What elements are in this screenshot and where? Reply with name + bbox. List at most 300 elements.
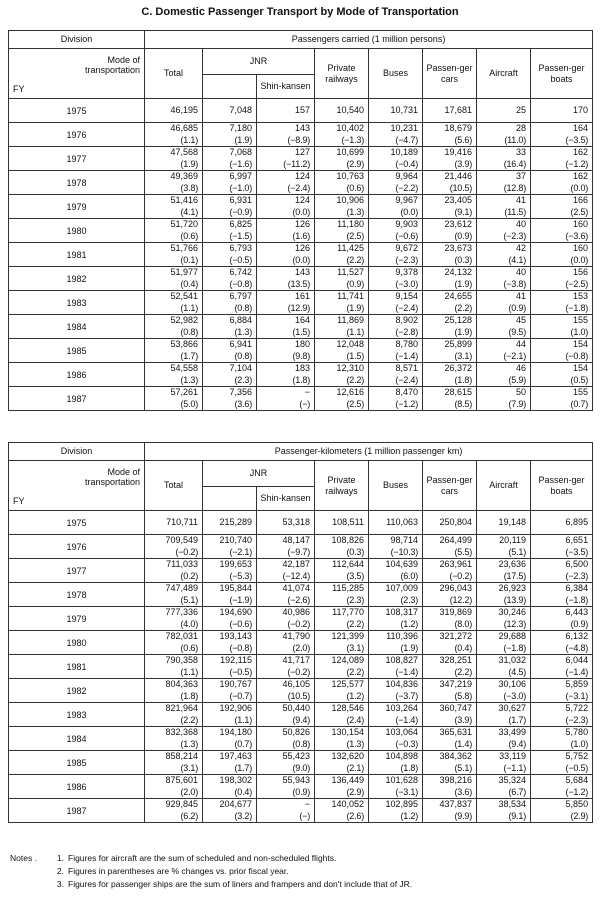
cell-value: 709,549 <box>165 535 198 545</box>
value-cell <box>203 751 257 775</box>
value-cell <box>369 583 423 607</box>
cell-value: 136,449 <box>331 775 364 785</box>
cell-value: − <box>304 799 310 809</box>
value-cell <box>145 147 203 171</box>
value-cell <box>477 607 531 631</box>
cell-change: (1.0) <box>570 326 589 337</box>
cell-value: 193,143 <box>219 631 252 641</box>
cell-change: (2.0) <box>180 786 198 797</box>
cell-value: 9,967 <box>395 195 418 205</box>
cell-value: 30,627 <box>498 703 526 713</box>
value-cell <box>369 99 423 123</box>
cell-change: (9.4) <box>508 738 526 749</box>
value-cell <box>145 559 203 583</box>
fy-cell: 1979 <box>9 195 145 219</box>
cell-change: (−12.4) <box>282 570 310 581</box>
value-cell <box>531 147 593 171</box>
cell-change: (4.5) <box>508 666 526 677</box>
cell-value: 108,511 <box>332 516 364 527</box>
col-total: Total <box>145 461 203 511</box>
value-cell <box>315 751 369 775</box>
cell-change: (1.8) <box>454 374 472 385</box>
value-cell <box>257 171 315 195</box>
cell-change: (−1.5) <box>229 230 252 241</box>
value-cell <box>315 535 369 559</box>
cell-change: (4.0) <box>180 618 198 629</box>
cell-value: 25 <box>515 104 526 115</box>
cell-change: (−0.5) <box>229 666 252 677</box>
cell-value: 11,180 <box>337 219 364 229</box>
cell-change: (2.2) <box>346 374 364 385</box>
cell-change: (−1.8) <box>565 302 589 313</box>
cell-change: (16.4) <box>503 158 526 169</box>
page-title: C. Domestic Passenger Transport by Mode of Transportation <box>141 6 459 18</box>
cell-value: 11,425 <box>337 243 364 253</box>
value-cell <box>315 703 369 727</box>
cell-change: (9.8) <box>292 350 310 361</box>
value-cell <box>369 363 423 387</box>
cell-value: 108,827 <box>385 655 418 665</box>
cell-change: (12.2) <box>449 594 472 605</box>
cell-change: (0.0) <box>570 182 589 193</box>
note-row-3 <box>10 878 590 891</box>
cell-value: 437,837 <box>439 799 472 809</box>
value-cell <box>203 291 257 315</box>
cell-value: 153 <box>573 291 589 301</box>
value-cell <box>203 99 257 123</box>
passenger-kilometers-table <box>8 442 593 823</box>
cell-value: 51,720 <box>170 219 198 229</box>
cell-value: 41,074 <box>282 583 310 593</box>
cell-value: 127 <box>294 147 310 157</box>
cell-value: 11,869 <box>337 315 364 325</box>
value-cell <box>203 679 257 703</box>
cell-value: 26,923 <box>498 583 526 593</box>
value-cell <box>477 219 531 243</box>
cell-change: (−1.4) <box>395 350 418 361</box>
cell-value: 192,906 <box>219 703 252 713</box>
cell-value: 103,264 <box>385 703 418 713</box>
cell-change: (1.2) <box>400 810 418 821</box>
value-cell <box>315 559 369 583</box>
value-cell <box>369 315 423 339</box>
fy-label: FY <box>13 495 25 506</box>
fy-cell: 1983 <box>9 703 145 727</box>
cell-change: (1.2) <box>400 618 418 629</box>
cell-value: 143 <box>294 123 310 133</box>
fy-cell: 1975 <box>9 99 145 123</box>
value-cell <box>369 535 423 559</box>
value-cell <box>315 315 369 339</box>
cell-change: (0.9) <box>346 278 364 289</box>
cell-value: 154 <box>573 339 589 349</box>
table-row <box>9 607 593 631</box>
value-cell <box>203 243 257 267</box>
cell-value: 98,714 <box>390 535 418 545</box>
value-cell <box>477 535 531 559</box>
value-cell <box>203 123 257 147</box>
value-cell <box>203 559 257 583</box>
value-cell <box>477 291 531 315</box>
value-cell <box>145 607 203 631</box>
value-cell <box>145 219 203 243</box>
cell-change: (2.2) <box>346 666 364 677</box>
value-cell <box>315 511 369 535</box>
value-cell <box>423 775 477 799</box>
cell-change: (−10.3) <box>390 546 418 557</box>
note-number: 3. <box>56 879 64 889</box>
cell-change: (−3.8) <box>503 278 526 289</box>
cell-value: 155 <box>573 315 589 325</box>
cell-value: 41,717 <box>282 655 310 665</box>
cell-change: (0.8) <box>292 738 310 749</box>
cell-change: (1.3) <box>346 738 364 749</box>
cell-value: 124 <box>294 171 310 181</box>
value-cell <box>203 339 257 363</box>
value-cell <box>257 583 315 607</box>
value-cell <box>423 339 477 363</box>
cell-change: (−3.1) <box>565 690 589 701</box>
fy-cell: 1975 <box>9 511 145 535</box>
cell-change: (0.8) <box>234 302 252 313</box>
cell-change: (1.9) <box>454 278 472 289</box>
cell-value: 155 <box>573 387 589 397</box>
value-cell <box>257 631 315 655</box>
cell-change: (3.6) <box>234 398 252 409</box>
value-cell <box>145 535 203 559</box>
value-cell <box>477 751 531 775</box>
note-row-2 <box>10 865 590 878</box>
cell-value: 5,850 <box>565 799 589 809</box>
cell-value: 55,943 <box>282 775 310 785</box>
cell-change: (0.8) <box>234 350 252 361</box>
cell-value: 6,931 <box>229 195 252 205</box>
cell-value: 7,068 <box>229 147 252 157</box>
cell-change: (−2.5) <box>565 278 589 289</box>
cell-change: (12.8) <box>503 182 526 193</box>
table-row <box>9 703 593 727</box>
cell-change: (2.9) <box>346 158 364 169</box>
cell-value: 264,499 <box>439 535 472 545</box>
cell-change: (1.9) <box>234 134 252 145</box>
cell-change: (4.1) <box>180 206 198 217</box>
value-cell <box>369 727 423 751</box>
cell-value: 46,105 <box>282 679 310 689</box>
col-jnr: JNR <box>203 49 315 75</box>
cell-change: (0.0) <box>570 254 589 265</box>
value-cell <box>531 799 593 823</box>
value-cell <box>145 751 203 775</box>
cell-value: 117,770 <box>332 607 364 617</box>
cell-change: (0.6) <box>180 230 198 241</box>
fy-cell: 1980 <box>9 631 145 655</box>
value-cell <box>423 195 477 219</box>
cell-value: 10,731 <box>390 104 418 115</box>
cell-change: (0.7) <box>570 398 589 409</box>
cell-change: (−0.2) <box>449 570 472 581</box>
value-cell <box>531 583 593 607</box>
col-aircraft: Aircraft <box>477 49 531 99</box>
cell-value: 9,964 <box>395 171 418 181</box>
value-cell <box>369 775 423 799</box>
value-cell <box>423 559 477 583</box>
cell-value: 17,681 <box>444 104 472 115</box>
cell-value: 6,443 <box>565 607 589 617</box>
value-cell <box>477 195 531 219</box>
cell-value: 194,690 <box>219 607 252 617</box>
cell-change: (−9.7) <box>287 546 310 557</box>
value-cell <box>369 655 423 679</box>
value-cell <box>531 171 593 195</box>
value-cell <box>369 679 423 703</box>
cell-value: 858,214 <box>165 751 198 761</box>
cell-change: (−0.6) <box>395 230 418 241</box>
cell-value: 6,895 <box>565 516 589 527</box>
table-row <box>9 123 593 147</box>
cell-value: 110,396 <box>386 631 418 641</box>
cell-change: (3.1) <box>346 642 364 653</box>
cell-change: (0.1) <box>180 254 198 265</box>
cell-change: (9.4) <box>292 714 310 725</box>
cell-change: (2.2) <box>454 666 472 677</box>
division-cell <box>9 31 145 99</box>
value-cell <box>477 267 531 291</box>
cell-value: 28,615 <box>444 387 472 397</box>
value-cell <box>369 219 423 243</box>
cell-value: 156 <box>573 267 589 277</box>
value-cell <box>369 147 423 171</box>
cell-change: (2.3) <box>346 594 364 605</box>
cell-value: 7,356 <box>229 387 252 397</box>
cell-change: (−1.9) <box>229 594 252 605</box>
cell-value: 46,195 <box>170 104 198 115</box>
cell-change: (−1.4) <box>395 714 418 725</box>
cell-change: (2.5) <box>346 230 364 241</box>
cell-value: 108,317 <box>385 607 418 617</box>
table-row <box>9 679 593 703</box>
cell-value: 180 <box>294 339 310 349</box>
cell-change: (9.1) <box>508 810 526 821</box>
value-cell <box>257 655 315 679</box>
value-cell <box>315 679 369 703</box>
value-cell <box>369 607 423 631</box>
cell-value: 10,402 <box>336 123 364 133</box>
cell-change: (13.9) <box>503 594 526 605</box>
fy-cell: 1986 <box>9 363 145 387</box>
value-cell <box>203 387 257 411</box>
value-cell <box>423 727 477 751</box>
cell-value: 192,115 <box>220 655 252 665</box>
cell-value: 41 <box>515 291 526 301</box>
cell-value: 321,272 <box>439 631 472 641</box>
cell-change: (1.0) <box>570 738 589 749</box>
value-cell <box>145 775 203 799</box>
value-cell <box>257 535 315 559</box>
cell-change: (−2.4) <box>287 182 310 193</box>
cell-value: 101,628 <box>385 775 418 785</box>
cell-value: 804,363 <box>165 679 198 689</box>
fy-cell: 1985 <box>9 751 145 775</box>
value-cell <box>423 219 477 243</box>
value-cell <box>477 147 531 171</box>
cell-change: (0.5) <box>570 374 589 385</box>
cell-change: (2.5) <box>346 398 364 409</box>
cell-value: 790,358 <box>165 655 198 665</box>
cell-change: (1.3) <box>180 374 198 385</box>
col-buses: Buses <box>369 461 423 511</box>
value-cell <box>145 123 203 147</box>
notes <box>10 852 590 891</box>
value-cell <box>145 339 203 363</box>
cell-change: (1.4) <box>454 738 472 749</box>
cell-change: (−1.8) <box>503 642 526 653</box>
cell-value: 319,869 <box>439 607 472 617</box>
cell-value: 10,540 <box>336 104 364 115</box>
cell-change: (−2.3) <box>503 230 526 241</box>
cell-value: 121,399 <box>331 631 364 641</box>
cell-value: 6,941 <box>229 339 252 349</box>
value-cell <box>315 339 369 363</box>
value-cell <box>531 751 593 775</box>
cell-change: (1.1) <box>180 666 198 677</box>
cell-value: 6,793 <box>229 243 252 253</box>
value-cell <box>145 631 203 655</box>
cell-value: 20,119 <box>499 535 526 545</box>
cell-value: 8,902 <box>395 315 418 325</box>
value-cell <box>369 195 423 219</box>
value-cell <box>423 387 477 411</box>
cell-change: (−4.7) <box>395 134 418 145</box>
value-cell <box>257 147 315 171</box>
col-cars: Passen-ger cars <box>423 461 477 511</box>
cell-value: 29,688 <box>498 631 526 641</box>
value-cell <box>369 243 423 267</box>
cell-change: (2.2) <box>346 254 364 265</box>
value-cell <box>477 559 531 583</box>
cell-change: (12.3) <box>503 618 526 629</box>
cell-change: (0.0) <box>400 206 418 217</box>
cell-change: (5.1) <box>508 546 526 557</box>
cell-change: (1.3) <box>234 326 252 337</box>
fy-cell: 1979 <box>9 607 145 631</box>
value-cell <box>315 267 369 291</box>
cell-change: (0.0) <box>292 254 310 265</box>
value-cell <box>531 607 593 631</box>
cell-value: 197,463 <box>219 751 252 761</box>
value-cell <box>203 535 257 559</box>
cell-value: 166 <box>573 195 589 205</box>
cell-change: (2.3) <box>234 374 252 385</box>
cell-change: (3.1) <box>454 350 472 361</box>
value-cell <box>531 99 593 123</box>
value-cell <box>477 511 531 535</box>
cell-value: 50,826 <box>282 727 310 737</box>
col-total: Total <box>145 49 203 99</box>
cell-value: 162 <box>573 147 589 157</box>
value-cell <box>145 315 203 339</box>
cell-change: (1.9) <box>400 642 418 653</box>
value-cell <box>315 363 369 387</box>
cell-change: (11.5) <box>504 206 526 217</box>
cell-change: (−2.1) <box>229 546 252 557</box>
cell-change: (5.1) <box>180 594 198 605</box>
cell-value: 384,362 <box>439 751 472 761</box>
cell-value: 10,699 <box>336 147 364 157</box>
table-row <box>9 363 593 387</box>
value-cell <box>203 727 257 751</box>
cell-value: 19,416 <box>444 147 472 157</box>
value-cell <box>369 267 423 291</box>
cell-value: 53,866 <box>170 339 198 349</box>
cell-change: (−3.7) <box>395 690 418 701</box>
cell-change: (2.2) <box>346 618 364 629</box>
cell-change: (5.9) <box>508 374 526 385</box>
value-cell <box>315 123 369 147</box>
cell-change: (6.7) <box>508 786 526 797</box>
cell-change: (−2.8) <box>395 326 418 337</box>
cell-value: 23,405 <box>444 195 472 205</box>
value-cell <box>423 535 477 559</box>
cell-change: (2.2) <box>454 302 472 313</box>
col-boats: Passen-ger boats <box>531 461 593 511</box>
cell-value: 50,440 <box>282 703 310 713</box>
cell-change: (3.9) <box>454 714 472 725</box>
value-cell <box>315 387 369 411</box>
value-cell <box>423 751 477 775</box>
cell-change: (2.6) <box>346 810 364 821</box>
cell-change: (3.9) <box>454 158 472 169</box>
cell-change: (0.4) <box>234 786 252 797</box>
cell-value: 747,489 <box>165 583 198 593</box>
cell-value: 45 <box>515 315 526 325</box>
cell-change: (13.5) <box>287 278 310 289</box>
cell-change: (9.9) <box>454 810 472 821</box>
cell-change: (1.7) <box>234 762 252 773</box>
cell-change: (0.6) <box>180 642 198 653</box>
table-row <box>9 799 593 823</box>
cell-value: 124 <box>294 195 310 205</box>
cell-value: 46,685 <box>170 123 198 133</box>
cell-change: (6.2) <box>180 810 198 821</box>
cell-change: (−2.3) <box>395 254 418 265</box>
cell-value: 128,546 <box>331 703 364 713</box>
cell-change: (−3.0) <box>503 690 526 701</box>
value-cell <box>145 195 203 219</box>
col-boats: Passen-ger boats <box>531 49 593 99</box>
value-cell <box>145 291 203 315</box>
cell-change: (−0.3) <box>395 738 418 749</box>
cell-change: (−3.5) <box>565 546 589 557</box>
col-private: Private railways <box>315 461 369 511</box>
value-cell <box>423 511 477 535</box>
cell-value: 8,571 <box>395 363 418 373</box>
cell-change: (0.9) <box>570 618 589 629</box>
value-cell <box>369 171 423 195</box>
cell-change: (11.0) <box>504 134 526 145</box>
cell-change: (10.5) <box>287 690 310 701</box>
cell-value: 41 <box>515 195 526 205</box>
value-cell <box>423 363 477 387</box>
cell-change: (−0.2) <box>175 546 198 557</box>
cell-change: (−0.8) <box>229 642 252 653</box>
cell-change: (3.2) <box>234 810 252 821</box>
value-cell <box>531 387 593 411</box>
value-cell <box>369 703 423 727</box>
cell-change: (1.2) <box>346 690 364 701</box>
cell-change: (−2.3) <box>565 570 589 581</box>
value-cell <box>531 679 593 703</box>
cell-change: (4.1) <box>508 254 526 265</box>
